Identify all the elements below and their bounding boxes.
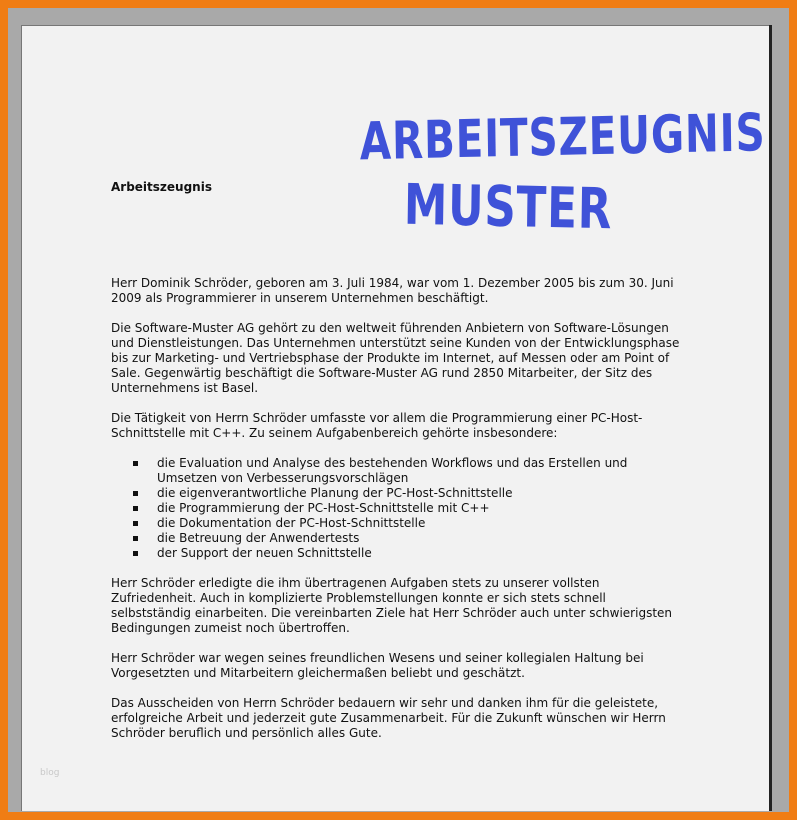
bullet-icon bbox=[133, 521, 138, 526]
list-item bbox=[111, 456, 681, 486]
bullet-icon bbox=[133, 536, 138, 541]
list-item bbox=[111, 486, 681, 501]
document-heading: Arbeitszeugnis bbox=[111, 180, 212, 194]
task-text: die eigenverantwortliche Planung der PC-Host-Schnittstelle bbox=[157, 486, 513, 500]
task-text: der Support der neuen Schnittstelle bbox=[157, 546, 372, 560]
closing-paragraph: Das Ausscheiden von Herrn Schröder bedauern wir sehr und danken ihm für die geleistete, erfolgreiche Arbeit und jederzeit gute Zusammenarbeit. Für die Zukunft wünschen wir Herrn Schröder beruflich und persönlich alles Gute. bbox=[111, 696, 666, 740]
bullet-icon bbox=[133, 461, 138, 466]
document-body bbox=[111, 180, 681, 756]
bullet-icon bbox=[133, 551, 138, 556]
bullet-icon bbox=[133, 491, 138, 496]
company-paragraph: Die Software-Muster AG gehört zu den weltweit führenden Anbietern von Software-Lösungen und Dienstleistungen. Das Unternehmen unterstützt seine Kunden von der Entwicklungsphase bis zur Marketing- und Vertriebsphase der Produkte im Internet, auf Messen oder am Point of Sale. Gegenwärtig beschäftigt die Software-Muster AG rund 2850 Mitarbeiter, der Sitz des Unternehmens ist Basel. bbox=[111, 321, 680, 395]
intro-paragraph: Herr Dominik Schröder, geboren am 3. Juli 1984, war vom 1. Dezember 2005 bis zum 30. Juni 2009 als Programmierer in unserem Unternehmen beschäftigt. bbox=[111, 276, 674, 305]
task-text: die Dokumentation der PC-Host-Schnittstelle bbox=[157, 516, 426, 530]
overlay-title-line2: MUSTER bbox=[403, 173, 613, 243]
task-list bbox=[111, 456, 681, 561]
task-text: die Programmierung der PC-Host-Schnittstelle mit C++ bbox=[157, 501, 490, 515]
overlay-title-line1: ARBEITSZEUGNIS bbox=[359, 103, 766, 173]
list-item bbox=[111, 546, 681, 561]
list-item bbox=[111, 501, 681, 516]
list-item bbox=[111, 531, 681, 546]
watermark: blog bbox=[40, 768, 60, 778]
tasks-intro-paragraph: Die Tätigkeit von Herrn Schröder umfasste vor allem die Programmierung einer PC-Host-Schnittstelle mit C++. Zu seinem Aufgabenbereich gehörte insbesondere: bbox=[111, 411, 643, 440]
bullet-icon bbox=[133, 506, 138, 511]
task-text: die Betreuung der Anwendertests bbox=[157, 531, 360, 545]
task-text: die Evaluation und Analyse des bestehenden Workflows und das Erstellen und Umsetzen von Verbesserungsvorschlägen bbox=[157, 456, 628, 485]
conduct-paragraph: Herr Schröder war wegen seines freundlichen Wesens und seiner kollegialen Haltung bei Vorgesetzten und Mitarbeitern gleichermaßen beliebt und geschätzt. bbox=[111, 651, 644, 680]
performance-paragraph: Herr Schröder erledigte die ihm übertragenen Aufgaben stets zu unserer vollsten Zufriedenheit. Auch in komplizierte Problemstellungen konnte er sich stets schnell selbstständig einarbeiten. Die vereinbarten Ziele hat Herr Schröder auch unter schwierigsten Bedingungen zumeist noch übertroffen. bbox=[111, 576, 673, 635]
list-item bbox=[111, 516, 681, 531]
